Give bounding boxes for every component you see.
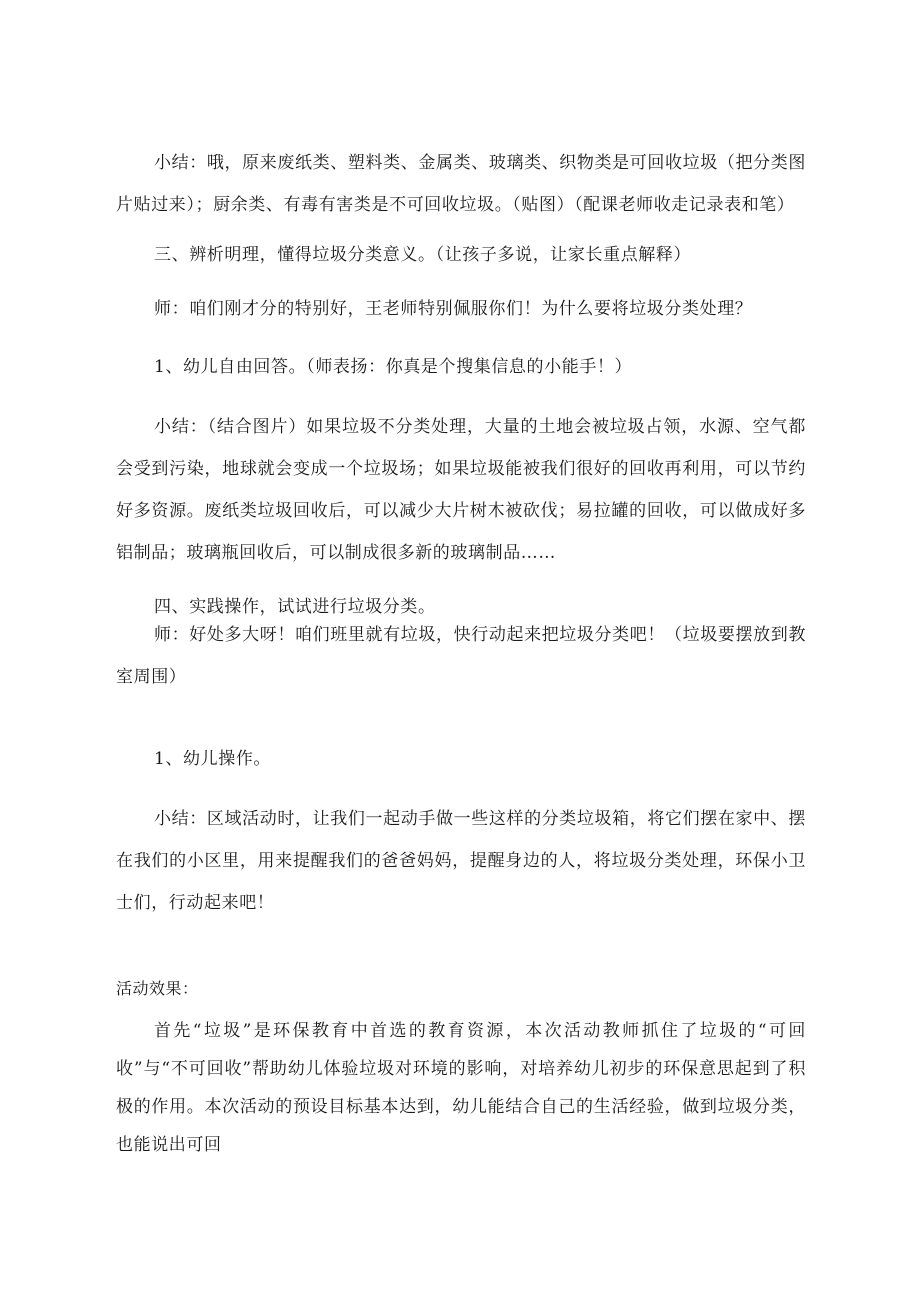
section-three-heading: 三、辨析明理，懂得垃圾分类意义。（让孩子多说，让家长重点解释） xyxy=(154,245,692,265)
summary-closing-paragraph: 小结：区域活动时，让我们一起动手做一些这样的分类垃圾箱，将它们摆在家中、摆在我们的小区里，用来提醒我们的爸爸妈妈，提醒身边的人，将垃圾分类处理，环保小卫士们，行动起来吧！ xyxy=(116,809,806,913)
child-answer-paragraph: 1、幼儿自由回答。（师表扬：你真是个搜集信息的小能手！） xyxy=(154,357,633,377)
teacher-action-paragraph: 师：好处多大呀！咱们班里就有垃圾，快行动起来把垃圾分类吧！（垃圾要摆放到教室周围） xyxy=(116,625,806,687)
section-four-heading: 四、实践操作，试试进行垃圾分类。 xyxy=(154,597,436,617)
summary-meaning-paragraph: 小结：（结合图片）如果垃圾不分类处理，大量的土地会被垃圾占领，水源、空气都会受到污染，地球就会变成一个垃圾场；如果垃圾能被我们很好的回收再利用，可以节约好多资源。废纸类垃圾回收后，可以减少大片树木被砍伐；易拉罐的回收，可以做成好多铝制品；玻璃瓶回收后，可以制成很多新的玻璃制品…… xyxy=(116,417,806,563)
activity-effect-heading: 活动效果： xyxy=(116,979,199,998)
child-operation-paragraph: 1、幼儿操作。 xyxy=(154,749,272,769)
teacher-question-paragraph: 师：咱们刚才分的特别好，王老师特别佩服你们！为什么要将垃圾分类处理？ xyxy=(154,299,753,319)
summary-recyclable-paragraph: 小结：哦，原来废纸类、塑料类、金属类、玻璃类、织物类是可回收垃圾（把分类图片贴过来）；厨余类、有毒有害类是不可回收垃圾。（贴图）（配课老师收走记录表和笔） xyxy=(116,153,806,215)
activity-effect-paragraph: 首先“垃圾”是环保教育中首选的教育资源，本次活动教师抓住了垃圾的“可回收”与“不可回收”帮助幼儿体验垃圾对环境的影响，对培养幼儿初步的环保意思起到了积极的作用。本次活动的预设目标基本达到，幼儿能结合自己的生活经验，做到垃圾分类，也能说出可回 xyxy=(116,1021,806,1155)
